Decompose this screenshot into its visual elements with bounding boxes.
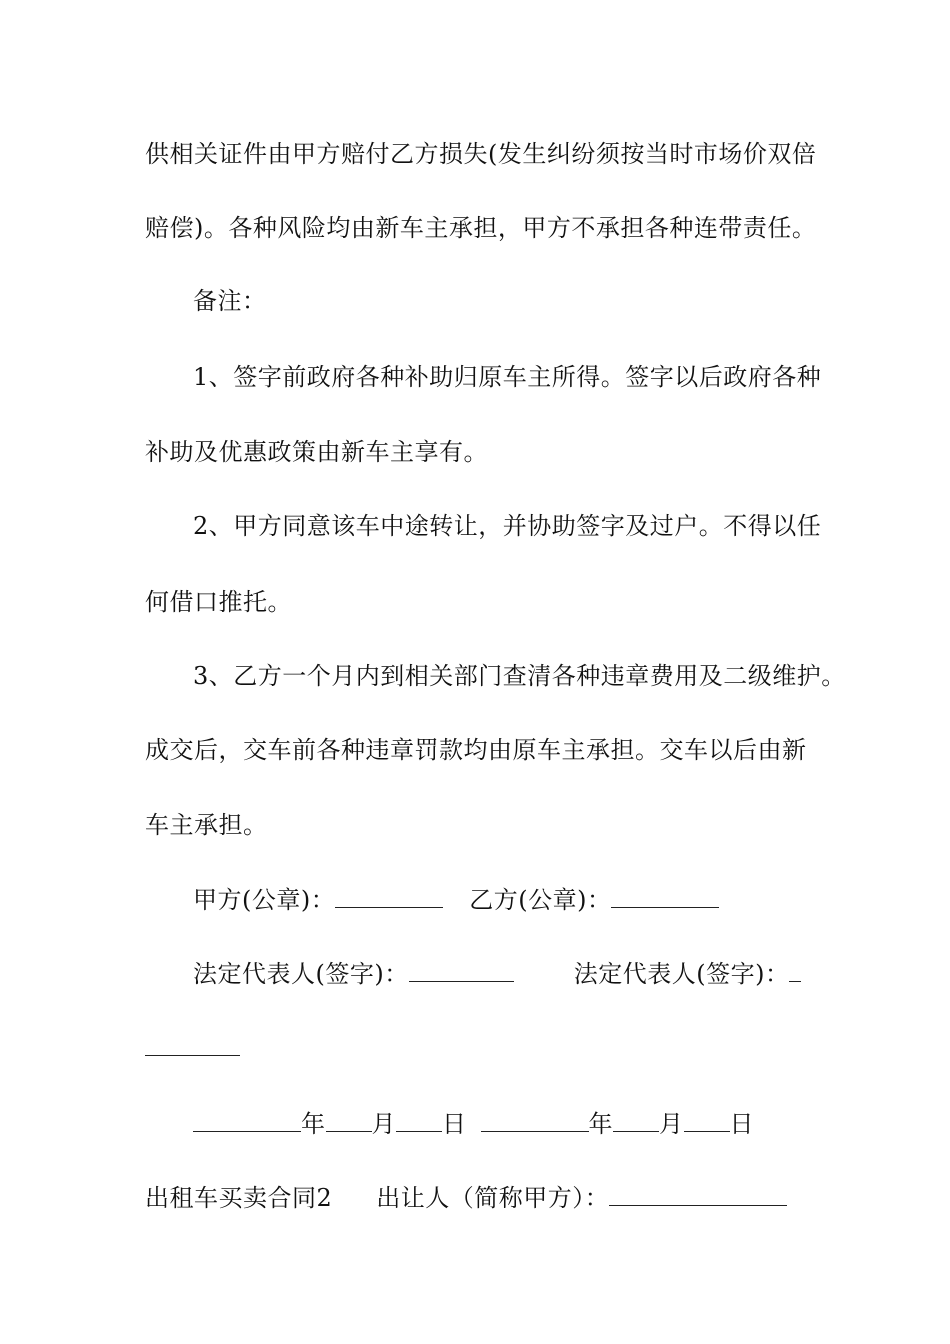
note-item-3-cont: 成交后，交车前各种违章罚款均由原车主承担。交车以后由新	[145, 736, 807, 764]
date-a-year-label: 年	[301, 1110, 326, 1138]
rep-a-label: 法定代表人(签字)：	[193, 960, 409, 988]
date-line	[193, 1108, 873, 1140]
paragraph-line: 赔偿)。各种风险均由新车主承担，甲方不承担各种连带责任。	[145, 214, 817, 242]
paragraph-line: 供相关证件由甲方赔付乙方损失(发生纠纷须按当时市场价双倍	[145, 140, 817, 168]
rep-b-blank[interactable]	[789, 959, 801, 982]
representative-line	[193, 958, 873, 990]
party-a-seal-label: 甲方(公章)：	[193, 886, 336, 914]
date-b-day-label: 日	[729, 1110, 754, 1138]
party-b-seal-label: 乙方(公章)：	[469, 886, 612, 914]
rep-a-blank[interactable]	[409, 959, 514, 982]
note-item-2-cont: 何借口推托。	[145, 588, 292, 616]
rep-b-blank-cont	[145, 1032, 825, 1064]
date-b-year-label: 年	[588, 1110, 613, 1138]
date-a-day-blank[interactable]	[396, 1109, 442, 1132]
date-a-day-label: 日	[442, 1110, 467, 1138]
rep-b-blank-continued[interactable]	[145, 1033, 240, 1056]
note-heading: 备注：	[193, 287, 267, 315]
note-item-3-cont2: 车主承担。	[145, 811, 268, 839]
party-b-seal-blank[interactable]	[611, 885, 719, 908]
transferor-blank[interactable]	[609, 1183, 787, 1206]
date-b-day-blank[interactable]	[684, 1109, 730, 1132]
date-b-month-label: 月	[659, 1110, 684, 1138]
note-item-1-cont: 补助及优惠政策由新车主享有。	[145, 438, 488, 466]
note-item-3: 3、乙方一个月内到相关部门查清各种违章费用及二级维护。	[193, 662, 846, 690]
seal-line	[193, 884, 873, 916]
note-item-2: 2、甲方同意该车中途转让，并协助签字及过户。不得以任	[193, 512, 822, 540]
next-contract-line	[145, 1182, 825, 1214]
date-a-month-label: 月	[371, 1110, 396, 1138]
date-a-month-blank[interactable]	[326, 1109, 372, 1132]
transferor-label: 出让人（简称甲方）：	[376, 1184, 610, 1212]
date-b-month-blank[interactable]	[613, 1109, 659, 1132]
note-item-1: 1、签字前政府各种补助归原车主所得。签字以后政府各种	[193, 363, 822, 391]
date-a-year-blank[interactable]	[193, 1109, 301, 1132]
party-a-seal-blank[interactable]	[335, 885, 443, 908]
next-contract-title: 出租车买卖合同2	[145, 1184, 333, 1212]
rep-b-label: 法定代表人(签字)：	[573, 960, 790, 988]
date-b-year-blank[interactable]	[481, 1109, 589, 1132]
